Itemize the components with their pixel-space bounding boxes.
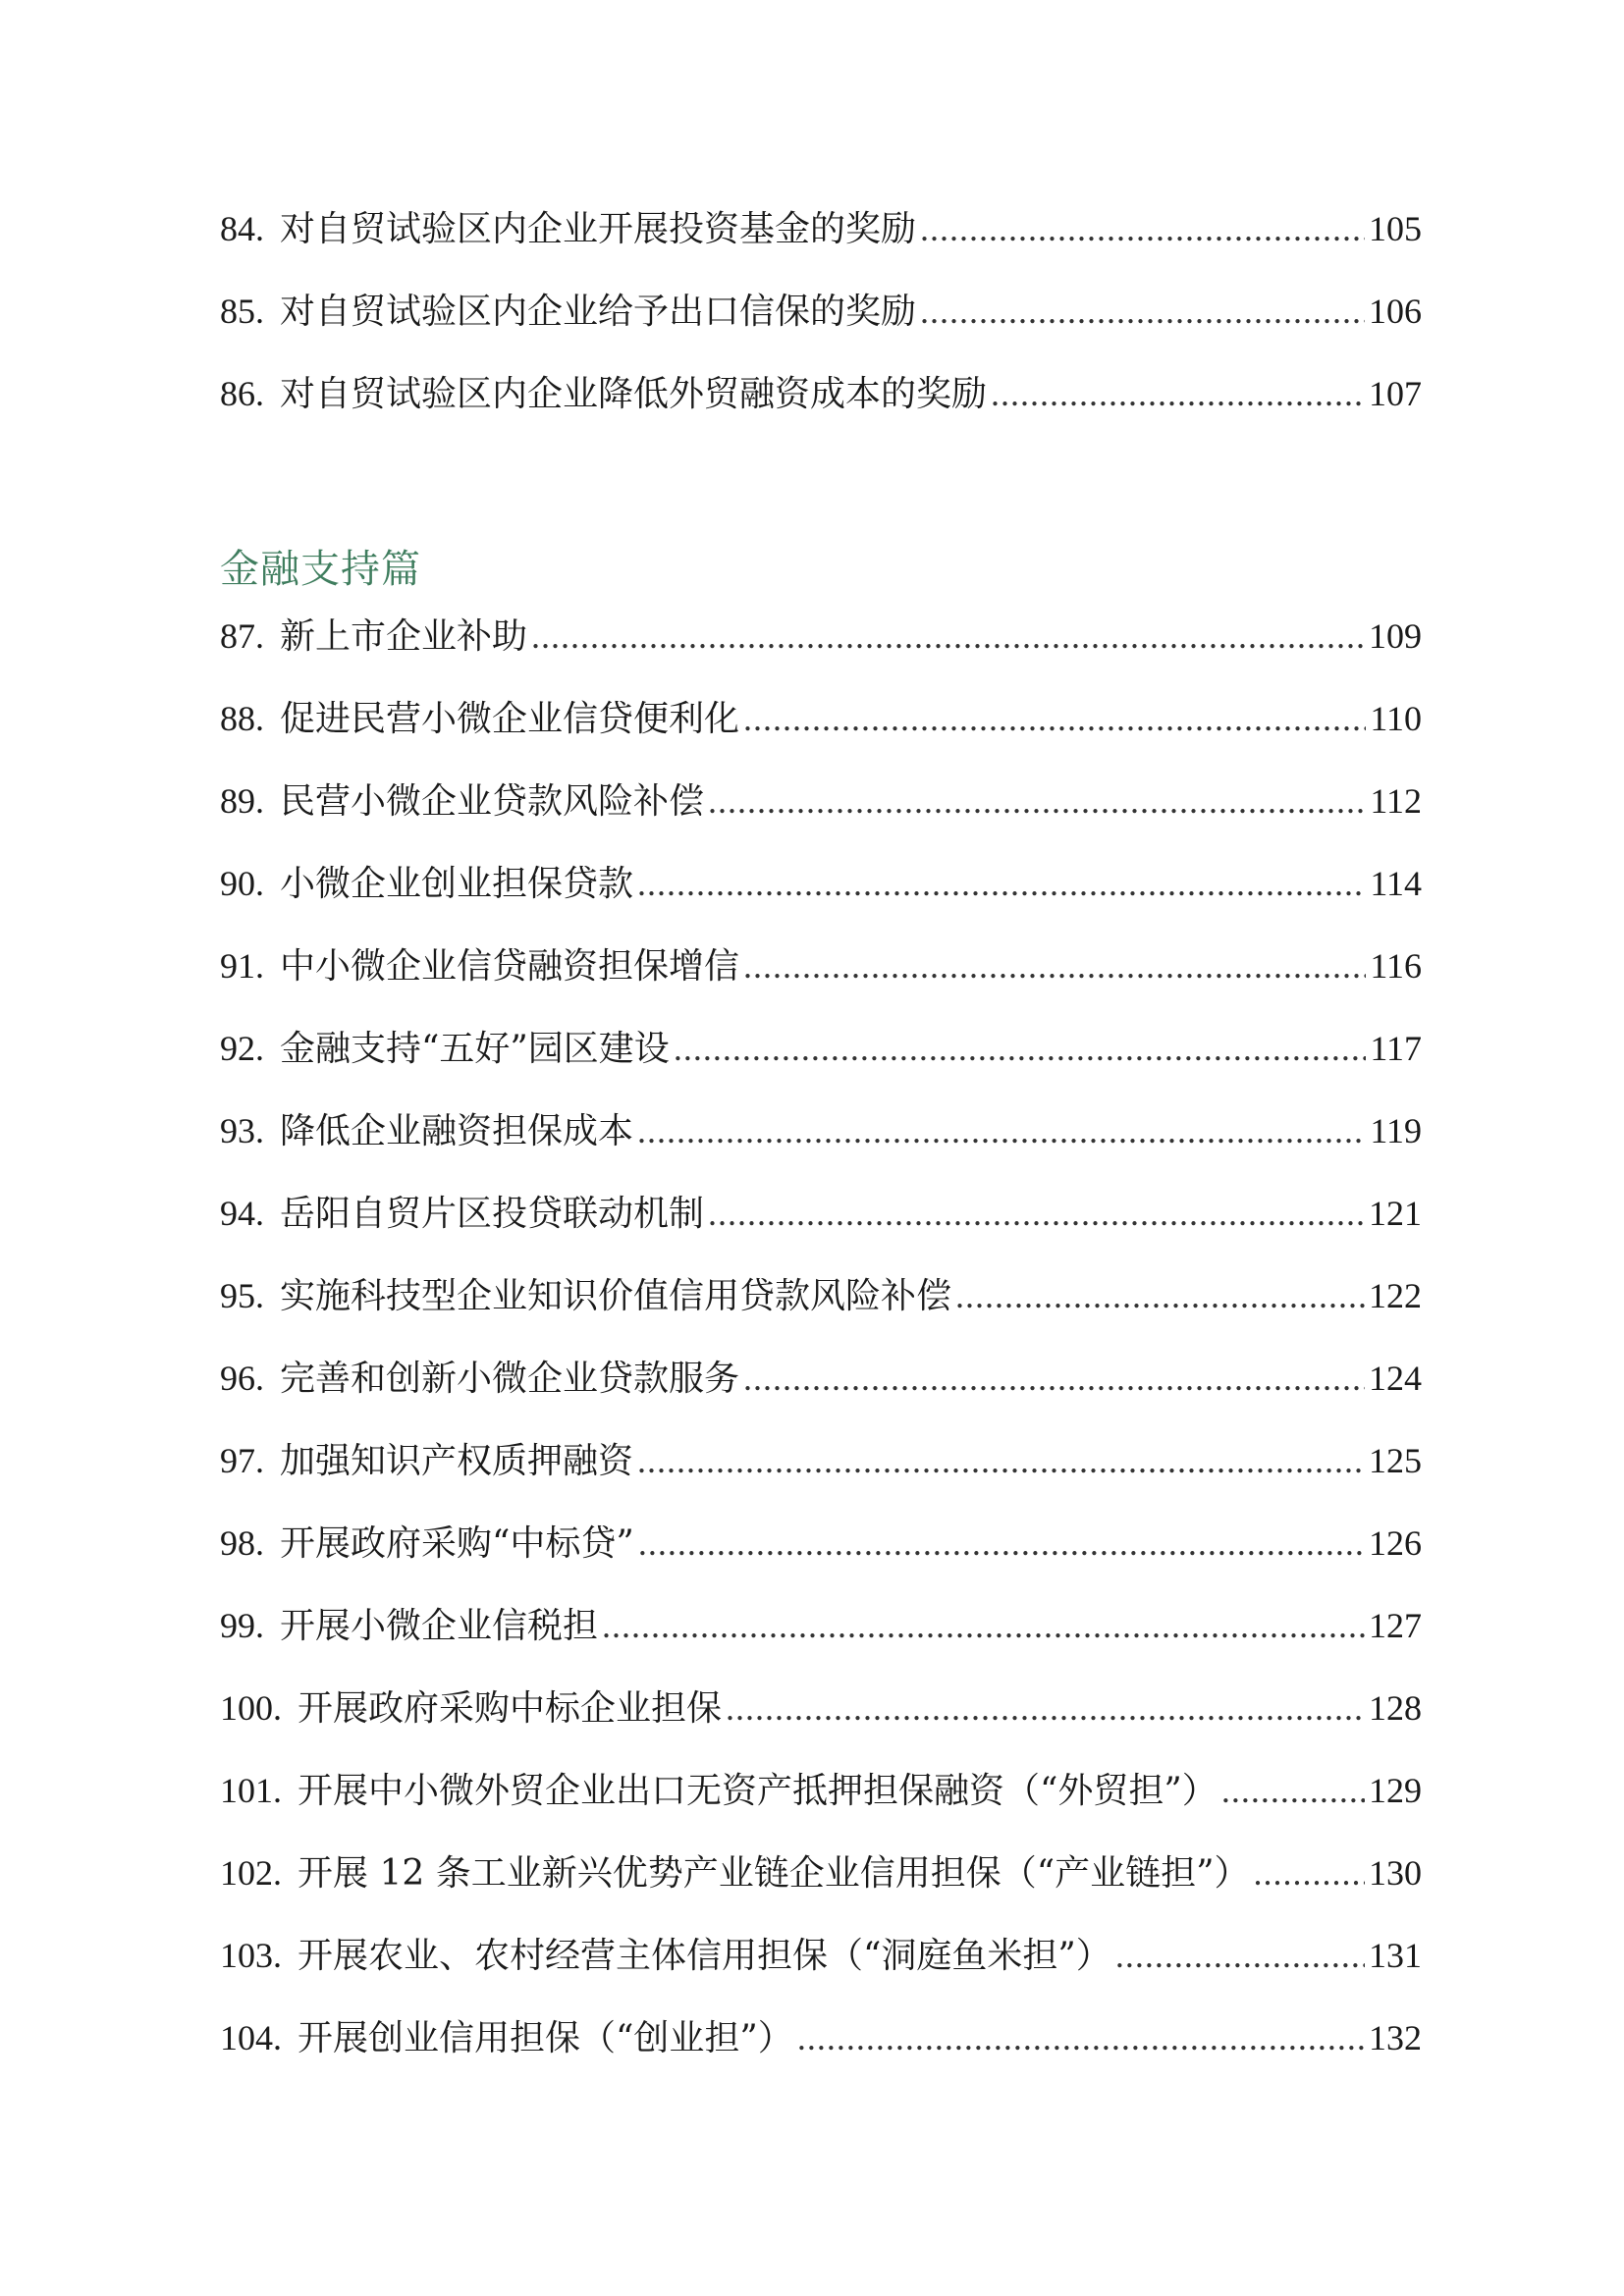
entry-number: 103.	[220, 1936, 282, 1975]
entry-number: 93.	[220, 1111, 264, 1150]
entry-title: 民营小微企业贷款风险补偿	[280, 781, 705, 822]
dot-leader	[1115, 1938, 1365, 1973]
entry-title: 开展 12 条工业新兴优势产业链企业信用担保（“产业链担”）	[298, 1853, 1250, 1894]
page-number: 129	[1369, 1771, 1422, 1810]
page-number: 122	[1369, 1276, 1422, 1315]
entry-number: 95.	[220, 1276, 264, 1315]
toc-entry[interactable]	[220, 1938, 1422, 2020]
dot-leader	[797, 2020, 1365, 2056]
page-number: 130	[1369, 1853, 1422, 1893]
entry-title: 开展中小微外贸企业出口无资产抵押担保融资（“外贸担”）	[298, 1771, 1218, 1811]
page-number: 116	[1370, 946, 1422, 986]
entry-title: 开展政府采购“中标贷”	[280, 1523, 634, 1564]
dot-leader	[991, 376, 1365, 411]
dot-leader	[1221, 1773, 1365, 1808]
toc-entry[interactable]	[220, 1361, 1422, 1443]
entry-number: 100.	[220, 1688, 282, 1728]
entry-number: 101.	[220, 1771, 282, 1810]
dot-leader	[726, 1690, 1365, 1726]
page-number: 121	[1369, 1194, 1422, 1233]
toc-entry[interactable]	[220, 618, 1422, 701]
page-number: 107	[1369, 374, 1422, 413]
entry-title: 小微企业创业担保贷款	[280, 864, 634, 904]
entry-title: 对自贸试验区内企业降低外贸融资成本的奖励	[280, 374, 988, 414]
toc-entry[interactable]	[220, 783, 1422, 866]
entry-title: 岳阳自贸片区投贷联动机制	[280, 1194, 705, 1234]
dot-leader	[708, 783, 1366, 819]
entry-title: 开展政府采购中标企业担保	[298, 1688, 723, 1729]
toc-entry[interactable]	[220, 376, 1422, 458]
page-number: 110	[1370, 699, 1422, 738]
toc-entry[interactable]	[220, 294, 1422, 376]
entry-title: 对自贸试验区内企业给予出口信保的奖励	[280, 292, 917, 332]
entry-number: 94.	[220, 1194, 264, 1233]
toc-entry[interactable]	[220, 1443, 1422, 1525]
entry-title: 开展农业、农村经营主体信用担保（“洞庭鱼米担”）	[298, 1936, 1111, 1976]
toc-entry[interactable]	[220, 211, 1422, 294]
toc-entry[interactable]	[220, 1608, 1422, 1690]
entry-title: 加强知识产权质押融资	[280, 1441, 634, 1481]
dot-leader	[602, 1608, 1365, 1643]
toc-entry[interactable]	[220, 1855, 1422, 1938]
entry-number: 99.	[220, 1606, 264, 1645]
entry-number: 96.	[220, 1359, 264, 1398]
toc-entry[interactable]	[220, 1196, 1422, 1278]
entry-title: 完善和创新小微企业贷款服务	[280, 1359, 740, 1399]
toc-entry[interactable]	[220, 1773, 1422, 1855]
toc-entry[interactable]	[220, 701, 1422, 783]
entry-title: 实施科技型企业知识价值信用贷款风险补偿	[280, 1276, 952, 1316]
toc-entry[interactable]	[220, 1690, 1422, 1773]
entry-number: 89.	[220, 781, 264, 821]
dot-leader	[920, 211, 1365, 246]
dot-leader	[637, 866, 1366, 901]
dot-leader	[531, 618, 1365, 654]
dot-leader	[920, 294, 1365, 329]
page-number: 132	[1369, 2018, 1422, 2057]
page-number: 105	[1369, 209, 1422, 248]
entry-title: 金融支持“五好”园区建设	[280, 1029, 670, 1069]
dot-leader	[708, 1196, 1365, 1231]
entry-number: 98.	[220, 1523, 264, 1563]
entry-title: 促进民营小微企业信贷便利化	[280, 699, 740, 739]
entry-title: 降低企业融资担保成本	[280, 1111, 634, 1151]
entry-number: 87.	[220, 616, 264, 656]
dot-leader	[955, 1278, 1365, 1313]
entry-number: 102.	[220, 1853, 282, 1893]
entry-title: 新上市企业补助	[280, 616, 528, 657]
entry-number: 97.	[220, 1441, 264, 1480]
page-number: 119	[1370, 1111, 1422, 1150]
entry-number: 88.	[220, 699, 264, 738]
dot-leader	[637, 1113, 1366, 1148]
entry-number: 85.	[220, 292, 264, 331]
toc-entry[interactable]	[220, 1031, 1422, 1113]
toc-entry[interactable]	[220, 948, 1422, 1031]
page-number: 125	[1369, 1441, 1422, 1480]
toc-list-finance	[220, 618, 1422, 2103]
page-number: 131	[1369, 1936, 1422, 1975]
dot-leader	[674, 1031, 1367, 1066]
dot-leader	[1254, 1855, 1365, 1891]
entry-number: 104.	[220, 2018, 282, 2057]
dot-leader	[743, 1361, 1365, 1396]
toc-entry[interactable]	[220, 2020, 1422, 2103]
page-number: 126	[1369, 1523, 1422, 1563]
toc-entry[interactable]	[220, 1525, 1422, 1608]
entry-number: 90.	[220, 864, 264, 903]
toc-entry[interactable]	[220, 1113, 1422, 1196]
entry-number: 86.	[220, 374, 264, 413]
dot-leader	[743, 948, 1366, 984]
toc-entry[interactable]	[220, 1278, 1422, 1361]
page-number: 124	[1369, 1359, 1422, 1398]
dot-leader	[638, 1525, 1365, 1561]
entry-title: 对自贸试验区内企业开展投资基金的奖励	[280, 209, 917, 249]
toc-list-before	[220, 211, 1422, 458]
page-number: 109	[1369, 616, 1422, 656]
page-number: 117	[1370, 1029, 1422, 1068]
entry-title: 开展创业信用担保（“创业担”）	[298, 2018, 793, 2058]
dot-leader	[743, 701, 1366, 736]
entry-number: 92.	[220, 1029, 264, 1068]
toc-entry[interactable]	[220, 866, 1422, 948]
page-number: 114	[1370, 864, 1422, 903]
page-number: 106	[1369, 292, 1422, 331]
entry-number: 91.	[220, 946, 264, 986]
page-number: 128	[1369, 1688, 1422, 1728]
section-heading: 金融支持篇	[220, 547, 421, 592]
dot-leader	[637, 1443, 1365, 1478]
entry-title: 中小微企业信贷融资担保增信	[280, 946, 740, 987]
entry-number: 84.	[220, 209, 264, 248]
page-number: 112	[1370, 781, 1422, 821]
entry-title: 开展小微企业信税担	[280, 1606, 599, 1646]
page-number: 127	[1369, 1606, 1422, 1645]
